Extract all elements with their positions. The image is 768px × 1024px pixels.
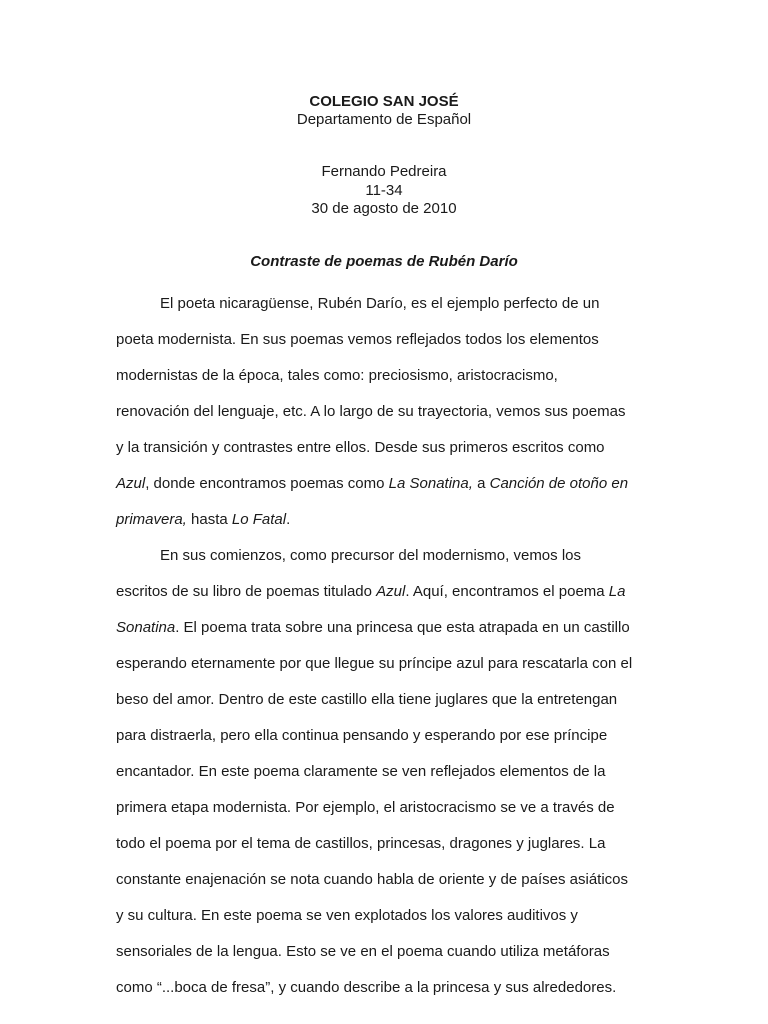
- paragraph: [116, 538, 656, 1006]
- text-line: [116, 358, 656, 394]
- text-line: [116, 970, 656, 1006]
- text-segment: a: [472, 475, 490, 492]
- document-header: [0, 93, 768, 129]
- text-segment: . Aquí, encontramos el poema: [405, 583, 609, 600]
- text-segment: hasta: [186, 511, 232, 528]
- text-segment: . El poema trata sobre una princesa que esta atrapada en un castillo: [175, 619, 630, 636]
- text-segment: modernistas de la época, tales como: preciosismo, aristocracismo,: [116, 367, 558, 384]
- text-line: [116, 610, 656, 646]
- text-line: [116, 466, 656, 502]
- text-segment: , donde encontramos poemas como: [145, 475, 389, 492]
- text-line: [116, 394, 656, 430]
- text-segment: como “...boca de fresa”, y cuando describe a la princesa y sus alrededores.: [116, 979, 617, 996]
- text-line: [116, 646, 656, 682]
- text-segment: beso del amor. Dentro de este castillo ella tiene juglares que la entretengan: [116, 691, 618, 708]
- italic-title-text: Azul: [376, 583, 406, 600]
- text-segment: escritos de su libro de poemas titulado: [116, 583, 377, 600]
- department-name: Departamento de Español: [296, 111, 472, 128]
- text-line: [116, 502, 656, 538]
- text-line: [116, 682, 656, 718]
- text-segment: sensoriales de la lengua. Esto se ve en el poema cuando utiliza metáforas: [116, 943, 610, 960]
- author-name: Fernando Pedreira: [321, 163, 447, 180]
- italic-title-text: Sonatina: [116, 619, 176, 636]
- text-line: [116, 826, 656, 862]
- text-segment: todo el poema por el tema de castillos, princesas, dragones y juglares. La: [116, 835, 606, 852]
- text-line: [116, 718, 656, 754]
- text-line: [116, 574, 656, 610]
- text-line: [116, 538, 656, 574]
- italic-title-text: La Sonatina,: [388, 475, 473, 492]
- text-line: [116, 934, 656, 970]
- text-segment: esperando eternamente por que llegue su príncipe azul para rescatarla con el: [116, 655, 633, 672]
- italic-title-text: Canción de otoño en: [489, 475, 629, 492]
- italic-title-text: primavera,: [116, 511, 187, 528]
- text-segment: y la transición y contrastes entre ellos. Desde sus primeros escritos como: [116, 439, 605, 456]
- text-segment: El poeta nicaragüense, Rubén Darío, es el ejemplo perfecto de un: [160, 295, 600, 312]
- author-group: 11-34: [365, 181, 403, 199]
- text-segment: En sus comienzos, como precursor del modernismo, vemos los: [160, 547, 581, 564]
- text-line: [116, 790, 656, 826]
- text-line: [116, 898, 656, 934]
- text-line: [116, 286, 656, 322]
- text-segment: para distraerla, pero ella continua pensando y esperando por ese príncipe: [116, 727, 608, 744]
- text-segment: constante enajenación se nota cuando habla de oriente y de países asiáticos: [116, 871, 629, 888]
- paragraph: [116, 286, 656, 538]
- text-line: [116, 322, 656, 358]
- text-segment: primera etapa modernista. Por ejemplo, el aristocracismo se ve a través de: [116, 799, 615, 816]
- school-name: COLEGIO SAN JOSÉ: [309, 93, 459, 110]
- italic-title-text: Lo Fatal: [231, 511, 287, 528]
- essay-body: [116, 286, 656, 1006]
- text-segment: encantador. En este poema claramente se ven reflejados elementos de la: [116, 763, 606, 780]
- author-block: [0, 163, 768, 219]
- document-date: 30 de agosto de 2010: [311, 200, 457, 217]
- text-segment: y su cultura. En este poema se ven explotados los valores auditivos y: [116, 907, 578, 924]
- text-line: [116, 430, 656, 466]
- text-segment: renovación del lenguaje, etc. A lo largo de su trayectoria, vemos sus poemas: [116, 403, 626, 420]
- text-segment: poeta modernista. En sus poemas vemos reflejados todos los elementos: [116, 331, 599, 348]
- text-segment: .: [286, 511, 291, 528]
- italic-title-text: La: [608, 583, 626, 600]
- italic-title-text: Azul: [116, 475, 146, 492]
- text-line: [116, 862, 656, 898]
- essay-title: Contraste de poemas de Rubén Darío: [250, 253, 518, 270]
- text-line: [116, 754, 656, 790]
